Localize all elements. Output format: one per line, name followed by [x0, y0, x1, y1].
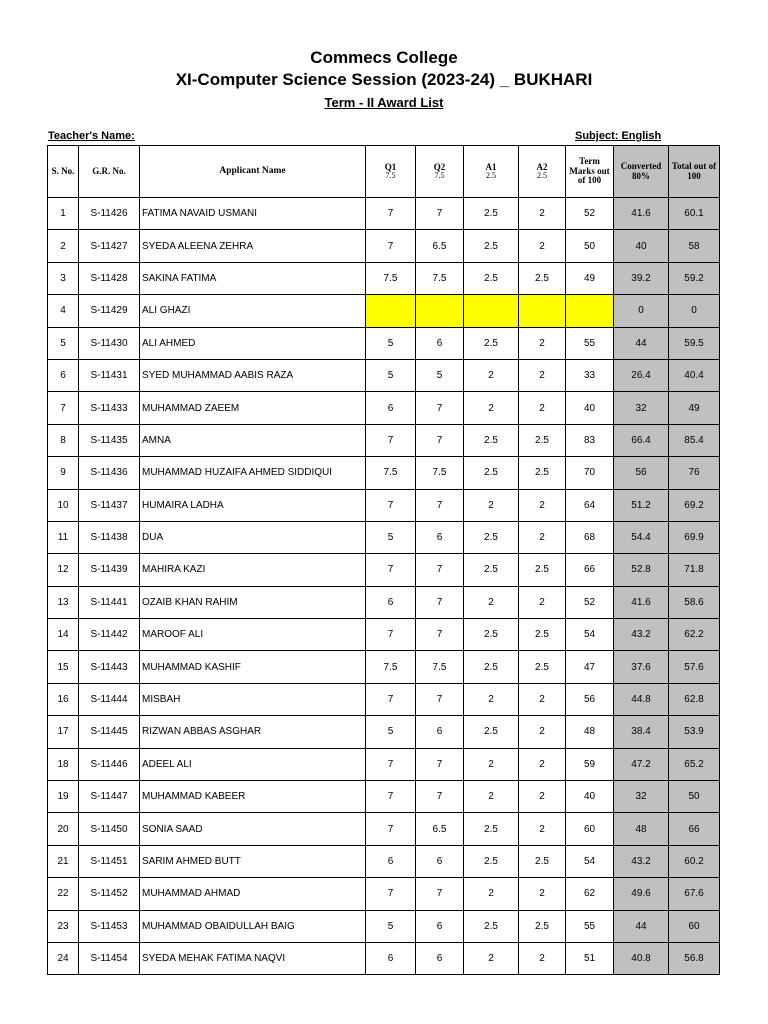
q2-cell: 7: [416, 489, 464, 521]
term-marks-cell: 62: [566, 878, 614, 910]
total-cell: 67.6: [669, 878, 720, 910]
converted-cell: 44: [614, 910, 669, 942]
term-marks-cell: 54: [566, 619, 614, 651]
a2-cell: 2.5: [519, 424, 566, 456]
a2-cell: 2: [519, 748, 566, 780]
a1-cell: 2.5: [464, 651, 519, 683]
a2-cell: 2: [519, 716, 566, 748]
q1-cell: 6: [366, 392, 416, 424]
a2-cell: 2: [519, 198, 566, 230]
col-sno: S. No.: [48, 146, 79, 198]
applicant-name-cell: ALI GHAZI: [140, 295, 366, 327]
a2-cell: 2: [519, 392, 566, 424]
converted-cell: 48: [614, 813, 669, 845]
gr-no-cell: S-11439: [79, 554, 140, 586]
a1-cell: 2.5: [464, 327, 519, 359]
a2-cell: 2: [519, 521, 566, 553]
a2-cell: 2.5: [519, 457, 566, 489]
term-marks-cell: 49: [566, 262, 614, 294]
converted-cell: 43.2: [614, 845, 669, 877]
term-marks-cell: 56: [566, 683, 614, 715]
col-term-marks: Term Marks out of 100: [566, 146, 614, 198]
award-list-title: Term - II Award List: [324, 95, 444, 110]
converted-cell: 32: [614, 392, 669, 424]
total-cell: 40.4: [669, 359, 720, 391]
sno-cell: 24: [48, 942, 79, 974]
converted-cell: 43.2: [614, 619, 669, 651]
total-cell: 58.6: [669, 586, 720, 618]
gr-no-cell: S-11428: [79, 262, 140, 294]
total-cell: 76: [669, 457, 720, 489]
table-row: [48, 619, 720, 651]
college-title: Commecs College: [310, 48, 458, 67]
a2-cell: 2.5: [519, 910, 566, 942]
total-cell: 58: [669, 230, 720, 262]
a2-cell: 2: [519, 813, 566, 845]
sno-cell: 11: [48, 521, 79, 553]
total-cell: 53.9: [669, 716, 720, 748]
a2-cell: 2: [519, 586, 566, 618]
applicant-name-cell: SYEDA ALEENA ZEHRA: [140, 230, 366, 262]
term-marks-cell: 64: [566, 489, 614, 521]
term-marks-cell: 40: [566, 781, 614, 813]
converted-cell: 47.2: [614, 748, 669, 780]
q2-cell: 7: [416, 781, 464, 813]
q1-cell: 6: [366, 845, 416, 877]
table-row: [48, 198, 720, 230]
applicant-name-cell: MUHAMMAD ZAEEM: [140, 392, 366, 424]
gr-no-cell: S-11438: [79, 521, 140, 553]
a1-cell: 2.5: [464, 716, 519, 748]
table-row: [48, 878, 720, 910]
q2-cell: 6: [416, 942, 464, 974]
a1-cell: 2.5: [464, 554, 519, 586]
gr-no-cell: S-11435: [79, 424, 140, 456]
term-marks-cell: 47: [566, 651, 614, 683]
applicant-name-cell: SONIA SAAD: [140, 813, 366, 845]
sno-cell: 7: [48, 392, 79, 424]
q2-cell: 7: [416, 748, 464, 780]
applicant-name-cell: SAKINA FATIMA: [140, 262, 366, 294]
applicant-name-cell: MUHAMMAD KASHIF: [140, 651, 366, 683]
converted-cell: 39.2: [614, 262, 669, 294]
q1-cell: 5: [366, 910, 416, 942]
q1-cell: 5: [366, 359, 416, 391]
total-cell: 65.2: [669, 748, 720, 780]
a1-cell: 2: [464, 489, 519, 521]
gr-no-cell: S-11444: [79, 683, 140, 715]
gr-no-cell: S-11437: [79, 489, 140, 521]
total-cell: 59.5: [669, 327, 720, 359]
a1-cell: 2.5: [464, 230, 519, 262]
a1-cell: 2.5: [464, 845, 519, 877]
gr-no-cell: S-11430: [79, 327, 140, 359]
applicant-name-cell: SARIM AHMED BUTT: [140, 845, 366, 877]
term-marks-cell: 51: [566, 942, 614, 974]
a1-cell: 2: [464, 942, 519, 974]
total-cell: 60.1: [669, 198, 720, 230]
total-cell: 56.8: [669, 942, 720, 974]
col-a1: A1 2.5: [464, 146, 519, 198]
gr-no-cell: S-11452: [79, 878, 140, 910]
q2-cell: 7.5: [416, 262, 464, 294]
term-marks-cell: 55: [566, 910, 614, 942]
table-row: [48, 457, 720, 489]
total-cell: 62.8: [669, 683, 720, 715]
applicant-name-cell: RIZWAN ABBAS ASGHAR: [140, 716, 366, 748]
sno-cell: 23: [48, 910, 79, 942]
applicant-name-cell: HUMAIRA LADHA: [140, 489, 366, 521]
gr-no-cell: S-11441: [79, 586, 140, 618]
a2-cell: 2: [519, 327, 566, 359]
q1-cell: 5: [366, 327, 416, 359]
a2-cell: 2: [519, 489, 566, 521]
applicant-name-cell: SYED MUHAMMAD AABIS RAZA: [140, 359, 366, 391]
converted-cell: 51.2: [614, 489, 669, 521]
q2-cell: 6: [416, 716, 464, 748]
converted-cell: 44.8: [614, 683, 669, 715]
q1-cell: 6: [366, 586, 416, 618]
a2-cell: 2: [519, 942, 566, 974]
term-marks-cell: 68: [566, 521, 614, 553]
col-a2: A2 2.5: [519, 146, 566, 198]
sno-cell: 8: [48, 424, 79, 456]
a2-cell: 2: [519, 230, 566, 262]
col-q2: Q2 7.5: [416, 146, 464, 198]
sno-cell: 19: [48, 781, 79, 813]
table-row: [48, 845, 720, 877]
q1-cell: 7.5: [366, 651, 416, 683]
total-cell: 50: [669, 781, 720, 813]
q1-cell: 7: [366, 619, 416, 651]
sno-cell: 14: [48, 619, 79, 651]
a1-cell: 2.5: [464, 813, 519, 845]
applicant-name-cell: ALI AHMED: [140, 327, 366, 359]
gr-no-cell: S-11431: [79, 359, 140, 391]
total-cell: 85.4: [669, 424, 720, 456]
total-cell: 60: [669, 910, 720, 942]
converted-cell: 32: [614, 781, 669, 813]
q1-cell: 7: [366, 230, 416, 262]
sno-cell: 22: [48, 878, 79, 910]
gr-no-cell: S-11453: [79, 910, 140, 942]
q2-cell: 7: [416, 554, 464, 586]
col-converted: Converted 80%: [614, 146, 669, 198]
applicant-name-cell: FATIMA NAVAID USMANI: [140, 198, 366, 230]
q2-cell: 6: [416, 327, 464, 359]
applicant-name-cell: DUA: [140, 521, 366, 553]
table-row: [48, 813, 720, 845]
applicant-name-cell: MISBAH: [140, 683, 366, 715]
table-row: [48, 748, 720, 780]
a1-cell: 2: [464, 586, 519, 618]
sno-cell: 4: [48, 295, 79, 327]
gr-no-cell: S-11426: [79, 198, 140, 230]
applicant-name-cell: AMNA: [140, 424, 366, 456]
term-marks-cell: 52: [566, 198, 614, 230]
converted-cell: 41.6: [614, 198, 669, 230]
applicant-name-cell: MAROOF ALI: [140, 619, 366, 651]
table-row: [48, 295, 720, 327]
q2-cell: [416, 295, 464, 327]
q1-cell: 7.5: [366, 457, 416, 489]
q1-cell: 7: [366, 781, 416, 813]
gr-no-cell: S-11427: [79, 230, 140, 262]
total-cell: 66: [669, 813, 720, 845]
table-row: [48, 327, 720, 359]
sno-cell: 3: [48, 262, 79, 294]
gr-no-cell: S-11450: [79, 813, 140, 845]
col-gr-no: G.R. No.: [79, 146, 140, 198]
q1-cell: [366, 295, 416, 327]
converted-cell: 41.6: [614, 586, 669, 618]
sno-cell: 17: [48, 716, 79, 748]
gr-no-cell: S-11443: [79, 651, 140, 683]
converted-cell: 40: [614, 230, 669, 262]
total-cell: 59.2: [669, 262, 720, 294]
award-table: [47, 145, 720, 975]
subject-label: Subject: English: [575, 130, 662, 142]
converted-cell: 66.4: [614, 424, 669, 456]
a1-cell: 2.5: [464, 424, 519, 456]
a2-cell: [519, 295, 566, 327]
converted-cell: 52.8: [614, 554, 669, 586]
a1-cell: 2: [464, 392, 519, 424]
term-marks-cell: 50: [566, 230, 614, 262]
q2-cell: 7: [416, 424, 464, 456]
sno-cell: 1: [48, 198, 79, 230]
q2-cell: 7: [416, 198, 464, 230]
term-marks-cell: 55: [566, 327, 614, 359]
total-cell: 69.9: [669, 521, 720, 553]
table-row: [48, 716, 720, 748]
a2-cell: 2.5: [519, 554, 566, 586]
applicant-name-cell: MUHAMMAD AHMAD: [140, 878, 366, 910]
q1-cell: 5: [366, 716, 416, 748]
q1-cell: 7: [366, 424, 416, 456]
converted-cell: 38.4: [614, 716, 669, 748]
table-row: [48, 683, 720, 715]
converted-cell: 49.6: [614, 878, 669, 910]
applicant-name-cell: MUHAMMAD KABEER: [140, 781, 366, 813]
sno-cell: 16: [48, 683, 79, 715]
applicant-name-cell: MUHAMMAD OBAIDULLAH BAIG: [140, 910, 366, 942]
q2-cell: 7: [416, 586, 464, 618]
a2-cell: 2: [519, 359, 566, 391]
a1-cell: 2.5: [464, 910, 519, 942]
term-marks-cell: 54: [566, 845, 614, 877]
a2-cell: 2.5: [519, 619, 566, 651]
a1-cell: 2: [464, 781, 519, 813]
q2-cell: 7.5: [416, 651, 464, 683]
table-row: [48, 586, 720, 618]
teacher-name-label: Teacher's Name:: [48, 130, 135, 142]
table-row: [48, 521, 720, 553]
a1-cell: 2: [464, 748, 519, 780]
term-marks-cell: 83: [566, 424, 614, 456]
term-marks-cell: 52: [566, 586, 614, 618]
converted-cell: 37.6: [614, 651, 669, 683]
table-row: [48, 554, 720, 586]
applicant-name-cell: SYEDA MEHAK FATIMA NAQVI: [140, 942, 366, 974]
a1-cell: 2: [464, 683, 519, 715]
sno-cell: 18: [48, 748, 79, 780]
applicant-name-cell: ADEEL ALI: [140, 748, 366, 780]
session-title: XI-Computer Science Session (2023-24) _ BUKHARI: [175, 70, 593, 89]
q2-cell: 7: [416, 878, 464, 910]
table-row: [48, 230, 720, 262]
total-cell: 71.8: [669, 554, 720, 586]
q1-cell: 7: [366, 878, 416, 910]
sno-cell: 10: [48, 489, 79, 521]
a1-cell: 2.5: [464, 521, 519, 553]
table-row: [48, 781, 720, 813]
q2-cell: 7: [416, 683, 464, 715]
q2-cell: 6: [416, 521, 464, 553]
gr-no-cell: S-11436: [79, 457, 140, 489]
term-marks-cell: 70: [566, 457, 614, 489]
gr-no-cell: S-11442: [79, 619, 140, 651]
table-row: [48, 392, 720, 424]
term-marks-cell: [566, 295, 614, 327]
a2-cell: 2: [519, 683, 566, 715]
total-cell: 0: [669, 295, 720, 327]
converted-cell: 56: [614, 457, 669, 489]
term-marks-cell: 40: [566, 392, 614, 424]
table-row: [48, 910, 720, 942]
sno-cell: 15: [48, 651, 79, 683]
a2-cell: 2.5: [519, 651, 566, 683]
a1-cell: 2: [464, 359, 519, 391]
q2-cell: 6: [416, 845, 464, 877]
q2-cell: 6.5: [416, 813, 464, 845]
sno-cell: 9: [48, 457, 79, 489]
col-total: Total out of 100: [669, 146, 720, 198]
table-row: [48, 424, 720, 456]
q1-cell: 7: [366, 554, 416, 586]
total-cell: 57.6: [669, 651, 720, 683]
q2-cell: 6: [416, 910, 464, 942]
applicant-name-cell: MUHAMMAD HUZAIFA AHMED SIDDIQUI: [140, 457, 366, 489]
gr-no-cell: S-11454: [79, 942, 140, 974]
table-row: [48, 942, 720, 974]
applicant-name-cell: MAHIRA KAZI: [140, 554, 366, 586]
applicant-name-cell: OZAIB KHAN RAHIM: [140, 586, 366, 618]
a1-cell: 2: [464, 878, 519, 910]
col-q1: Q1 7.5: [366, 146, 416, 198]
term-marks-cell: 60: [566, 813, 614, 845]
sno-cell: 20: [48, 813, 79, 845]
table-row: [48, 651, 720, 683]
q1-cell: 6: [366, 942, 416, 974]
q2-cell: 7: [416, 392, 464, 424]
total-cell: 62.2: [669, 619, 720, 651]
sno-cell: 12: [48, 554, 79, 586]
a2-cell: 2: [519, 878, 566, 910]
sno-cell: 5: [48, 327, 79, 359]
q1-cell: 7: [366, 748, 416, 780]
q2-cell: 6.5: [416, 230, 464, 262]
gr-no-cell: S-11433: [79, 392, 140, 424]
sno-cell: 13: [48, 586, 79, 618]
q1-cell: 7: [366, 489, 416, 521]
q1-cell: 5: [366, 521, 416, 553]
term-marks-cell: 59: [566, 748, 614, 780]
term-marks-cell: 33: [566, 359, 614, 391]
sno-cell: 21: [48, 845, 79, 877]
sno-cell: 2: [48, 230, 79, 262]
q2-cell: 7: [416, 619, 464, 651]
converted-cell: 26.4: [614, 359, 669, 391]
q1-cell: 7: [366, 683, 416, 715]
table-row: [48, 489, 720, 521]
converted-cell: 44: [614, 327, 669, 359]
q1-cell: 7.5: [366, 262, 416, 294]
q2-cell: 7.5: [416, 457, 464, 489]
total-cell: 60.2: [669, 845, 720, 877]
q1-cell: 7: [366, 198, 416, 230]
a2-cell: 2.5: [519, 262, 566, 294]
gr-no-cell: S-11429: [79, 295, 140, 327]
gr-no-cell: S-11445: [79, 716, 140, 748]
total-cell: 49: [669, 392, 720, 424]
a1-cell: [464, 295, 519, 327]
gr-no-cell: S-11446: [79, 748, 140, 780]
a1-cell: 2.5: [464, 619, 519, 651]
table-row: [48, 359, 720, 391]
q2-cell: 5: [416, 359, 464, 391]
a1-cell: 2.5: [464, 457, 519, 489]
converted-cell: 54.4: [614, 521, 669, 553]
sno-cell: 6: [48, 359, 79, 391]
table-row: [48, 262, 720, 294]
converted-cell: 0: [614, 295, 669, 327]
term-marks-cell: 66: [566, 554, 614, 586]
total-cell: 69.2: [669, 489, 720, 521]
converted-cell: 40.8: [614, 942, 669, 974]
gr-no-cell: S-11451: [79, 845, 140, 877]
a1-cell: 2.5: [464, 262, 519, 294]
term-marks-cell: 48: [566, 716, 614, 748]
a2-cell: 2.5: [519, 845, 566, 877]
gr-no-cell: S-11447: [79, 781, 140, 813]
q1-cell: 7: [366, 813, 416, 845]
a2-cell: 2: [519, 781, 566, 813]
col-applicant-name: Applicant Name: [140, 146, 366, 198]
header-row: [48, 146, 720, 198]
a1-cell: 2.5: [464, 198, 519, 230]
